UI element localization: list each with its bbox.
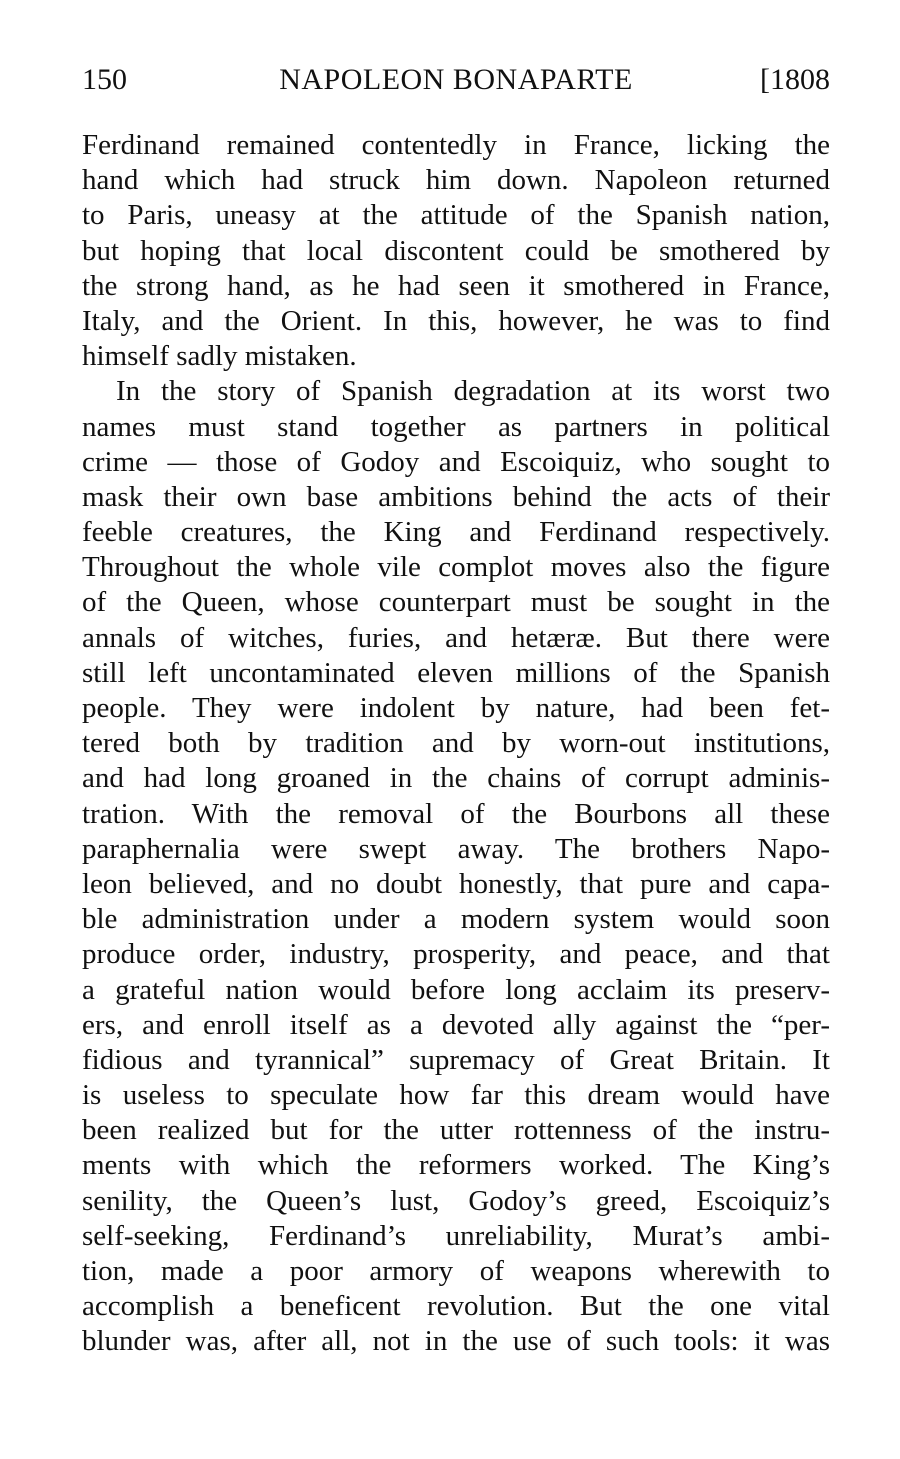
text-line: ers, and enroll itself as a devoted ally against the “per- — [82, 1008, 830, 1041]
text-line: people. They were indolent by nature, had been fet- — [82, 692, 830, 724]
chapter-year: [1808 — [760, 63, 830, 96]
paragraph-1 — [82, 128, 830, 374]
text-line: leon believed, and no doubt honestly, that pure and capa- — [82, 867, 830, 900]
text-line: ments with which the reformers worked. The King’s — [82, 1149, 830, 1182]
text-line: tion, made a poor armory of weapons wherewith to — [82, 1255, 830, 1287]
paragraph-2 — [82, 374, 830, 1359]
text-line: feeble creatures, the King and Ferdinand respectively. — [82, 516, 830, 549]
text-line: In the story of Spanish degradation at its worst two — [116, 375, 830, 408]
text-line: but hoping that local discontent could be smothered by — [82, 234, 830, 267]
text-line: annals of witches, furies, and hetæræ. But there were — [82, 621, 830, 654]
text-line: blunder was, after all, not in the use of such tools: it was — [82, 1325, 830, 1358]
text-line: and had long groaned in the chains of corrupt adminis- — [82, 762, 830, 795]
text-line: names must stand together as partners in political — [82, 410, 830, 443]
running-head — [82, 58, 830, 102]
text-line: a grateful nation would before long acclaim its preserv- — [82, 973, 830, 1006]
text-line: Ferdinand remained contentedly in France, licking the — [82, 129, 830, 161]
text-line: of the Queen, whose counterpart must be sought in the — [82, 586, 830, 619]
text-line: the strong hand, as he had seen it smothered in France, — [82, 269, 830, 302]
text-line: paraphernalia were swept away. The brothers Napo- — [82, 832, 830, 865]
text-line: produce order, industry, prosperity, and peace, and that — [82, 938, 830, 971]
text-line: Throughout the whole vile complot moves also the figure — [82, 551, 830, 584]
page-number: 150 — [82, 63, 127, 96]
text-line: Italy, and the Orient. In this, however, he was to find — [82, 304, 830, 337]
text-line: himself sadly mistaken. — [82, 340, 357, 373]
text-line: crime — those of Godoy and Escoiquiz, who sought to — [82, 445, 830, 478]
text-line: senility, the Queen’s lust, Godoy’s greed, Escoiquiz’s — [82, 1184, 830, 1217]
text-line: hand which had struck him down. Napoleon returned — [82, 164, 830, 197]
text-line: self-seeking, Ferdinand’s unreliability, Murat’s ambi- — [82, 1219, 830, 1252]
text-line: been realized but for the utter rottenness of the instru- — [82, 1114, 830, 1147]
text-line: tration. With the removal of the Bourbons all these — [82, 797, 830, 830]
text-line: tered both by tradition and by worn-out institutions, — [82, 727, 830, 760]
text-line: fidious and tyrannical” supremacy of Great Britain. It — [82, 1043, 830, 1076]
text-line: still left uncontaminated eleven millions of the Spanish — [82, 656, 830, 689]
text-line: to Paris, uneasy at the attitude of the Spanish nation, — [82, 199, 830, 232]
body-text — [82, 128, 830, 1360]
text-line: accomplish a beneficent revolution. But the one vital — [82, 1290, 830, 1323]
book-page — [82, 58, 830, 1360]
book-title: NAPOLEON BONAPARTE — [279, 63, 633, 96]
text-line: is useless to speculate how far this dream would have — [82, 1079, 830, 1112]
text-line: ble administration under a modern system would soon — [82, 903, 830, 936]
text-line: mask their own base ambitions behind the acts of their — [82, 480, 830, 513]
